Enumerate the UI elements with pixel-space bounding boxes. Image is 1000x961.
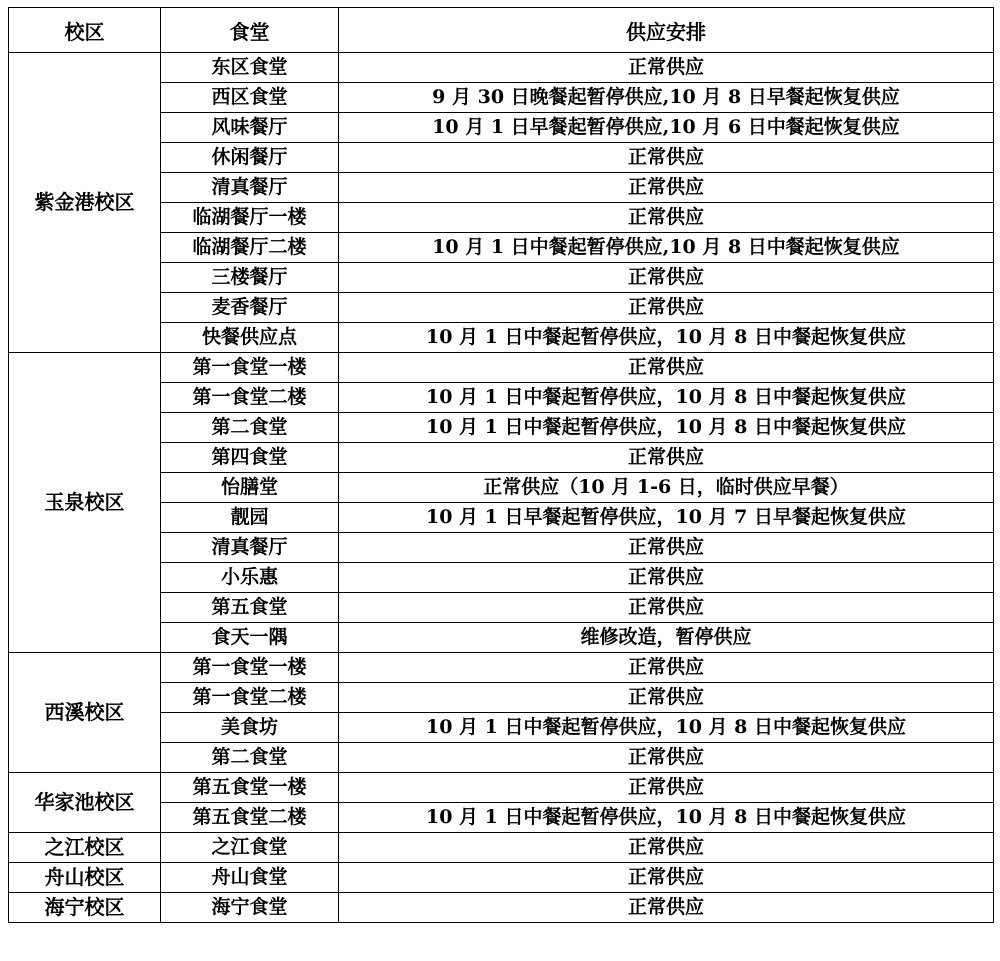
canteen-cell: 第一食堂一楼 <box>161 353 339 383</box>
canteen-cell: 第二食堂 <box>161 743 339 773</box>
canteen-cell: 清真餐厅 <box>161 533 339 563</box>
table-row <box>9 833 994 863</box>
arrangement-cell: 10 月 1 日早餐起暂停供应,10 月 6 日中餐起恢复供应 <box>339 113 994 143</box>
arrangement-cell: 10 月 1 日中餐起暂停供应,10 月 8 日中餐起恢复供应 <box>339 233 994 263</box>
arrangement-cell: 10 月 1 日中餐起暂停供应，10 月 8 日中餐起恢复供应 <box>339 383 994 413</box>
header-row <box>9 8 994 53</box>
arrangement-cell: 正常供应 <box>339 863 994 893</box>
arrangement-cell: 正常供应（10 月 1-6 日，临时供应早餐） <box>339 473 994 503</box>
arrangement-cell: 10 月 1 日中餐起暂停供应，10 月 8 日中餐起恢复供应 <box>339 803 994 833</box>
arrangement-cell: 10 月 1 日中餐起暂停供应，10 月 8 日中餐起恢复供应 <box>339 413 994 443</box>
arrangement-cell: 正常供应 <box>339 203 994 233</box>
arrangement-cell: 正常供应 <box>339 683 994 713</box>
header-arrangement: 供应安排 <box>339 8 994 53</box>
arrangement-cell: 正常供应 <box>339 53 994 83</box>
table-row <box>9 863 994 893</box>
canteen-cell: 风味餐厅 <box>161 113 339 143</box>
arrangement-cell: 正常供应 <box>339 443 994 473</box>
campus-cell: 紫金港校区 <box>9 53 161 353</box>
canteen-cell: 第五食堂 <box>161 593 339 623</box>
canteen-cell: 快餐供应点 <box>161 323 339 353</box>
canteen-cell: 三楼餐厅 <box>161 263 339 293</box>
header-canteen: 食堂 <box>161 8 339 53</box>
arrangement-cell: 正常供应 <box>339 143 994 173</box>
canteen-cell: 靓园 <box>161 503 339 533</box>
canteen-cell: 清真餐厅 <box>161 173 339 203</box>
table-row <box>9 353 994 383</box>
campus-cell: 西溪校区 <box>9 653 161 773</box>
campus-cell: 华家池校区 <box>9 773 161 833</box>
arrangement-cell: 10 月 1 日中餐起暂停供应，10 月 8 日中餐起恢复供应 <box>339 713 994 743</box>
canteen-schedule-table <box>8 7 994 923</box>
canteen-cell: 西区食堂 <box>161 83 339 113</box>
canteen-cell: 食天一隅 <box>161 623 339 653</box>
table-row <box>9 773 994 803</box>
arrangement-cell: 正常供应 <box>339 293 994 323</box>
canteen-cell: 舟山食堂 <box>161 863 339 893</box>
canteen-cell: 小乐惠 <box>161 563 339 593</box>
arrangement-cell: 正常供应 <box>339 773 994 803</box>
campus-cell: 海宁校区 <box>9 893 161 923</box>
arrangement-cell: 正常供应 <box>339 893 994 923</box>
campus-cell: 玉泉校区 <box>9 353 161 653</box>
canteen-cell: 第一食堂一楼 <box>161 653 339 683</box>
arrangement-cell: 10 月 1 日中餐起暂停供应，10 月 8 日中餐起恢复供应 <box>339 323 994 353</box>
campus-cell: 舟山校区 <box>9 863 161 893</box>
canteen-cell: 怡膳堂 <box>161 473 339 503</box>
canteen-cell: 第二食堂 <box>161 413 339 443</box>
arrangement-cell: 正常供应 <box>339 593 994 623</box>
canteen-cell: 临湖餐厅一楼 <box>161 203 339 233</box>
table-row <box>9 653 994 683</box>
header-campus: 校区 <box>9 8 161 53</box>
table-row <box>9 53 994 83</box>
canteen-cell: 之江食堂 <box>161 833 339 863</box>
canteen-cell: 第五食堂一楼 <box>161 773 339 803</box>
arrangement-cell: 正常供应 <box>339 743 994 773</box>
arrangement-cell: 维修改造，暂停供应 <box>339 623 994 653</box>
canteen-cell: 第四食堂 <box>161 443 339 473</box>
canteen-cell: 海宁食堂 <box>161 893 339 923</box>
arrangement-cell: 正常供应 <box>339 173 994 203</box>
canteen-cell: 临湖餐厅二楼 <box>161 233 339 263</box>
canteen-cell: 东区食堂 <box>161 53 339 83</box>
arrangement-cell: 正常供应 <box>339 263 994 293</box>
arrangement-cell: 10 月 1 日早餐起暂停供应，10 月 7 日早餐起恢复供应 <box>339 503 994 533</box>
canteen-cell: 休闲餐厅 <box>161 143 339 173</box>
table-body <box>9 53 994 923</box>
arrangement-cell: 正常供应 <box>339 833 994 863</box>
arrangement-cell: 正常供应 <box>339 353 994 383</box>
canteen-cell: 第一食堂二楼 <box>161 683 339 713</box>
arrangement-cell: 正常供应 <box>339 533 994 563</box>
canteen-cell: 第一食堂二楼 <box>161 383 339 413</box>
canteen-cell: 美食坊 <box>161 713 339 743</box>
arrangement-cell: 正常供应 <box>339 563 994 593</box>
table-row <box>9 893 994 923</box>
canteen-cell: 第五食堂二楼 <box>161 803 339 833</box>
canteen-cell: 麦香餐厅 <box>161 293 339 323</box>
arrangement-cell: 正常供应 <box>339 653 994 683</box>
arrangement-cell: 9 月 30 日晚餐起暂停供应,10 月 8 日早餐起恢复供应 <box>339 83 994 113</box>
campus-cell: 之江校区 <box>9 833 161 863</box>
